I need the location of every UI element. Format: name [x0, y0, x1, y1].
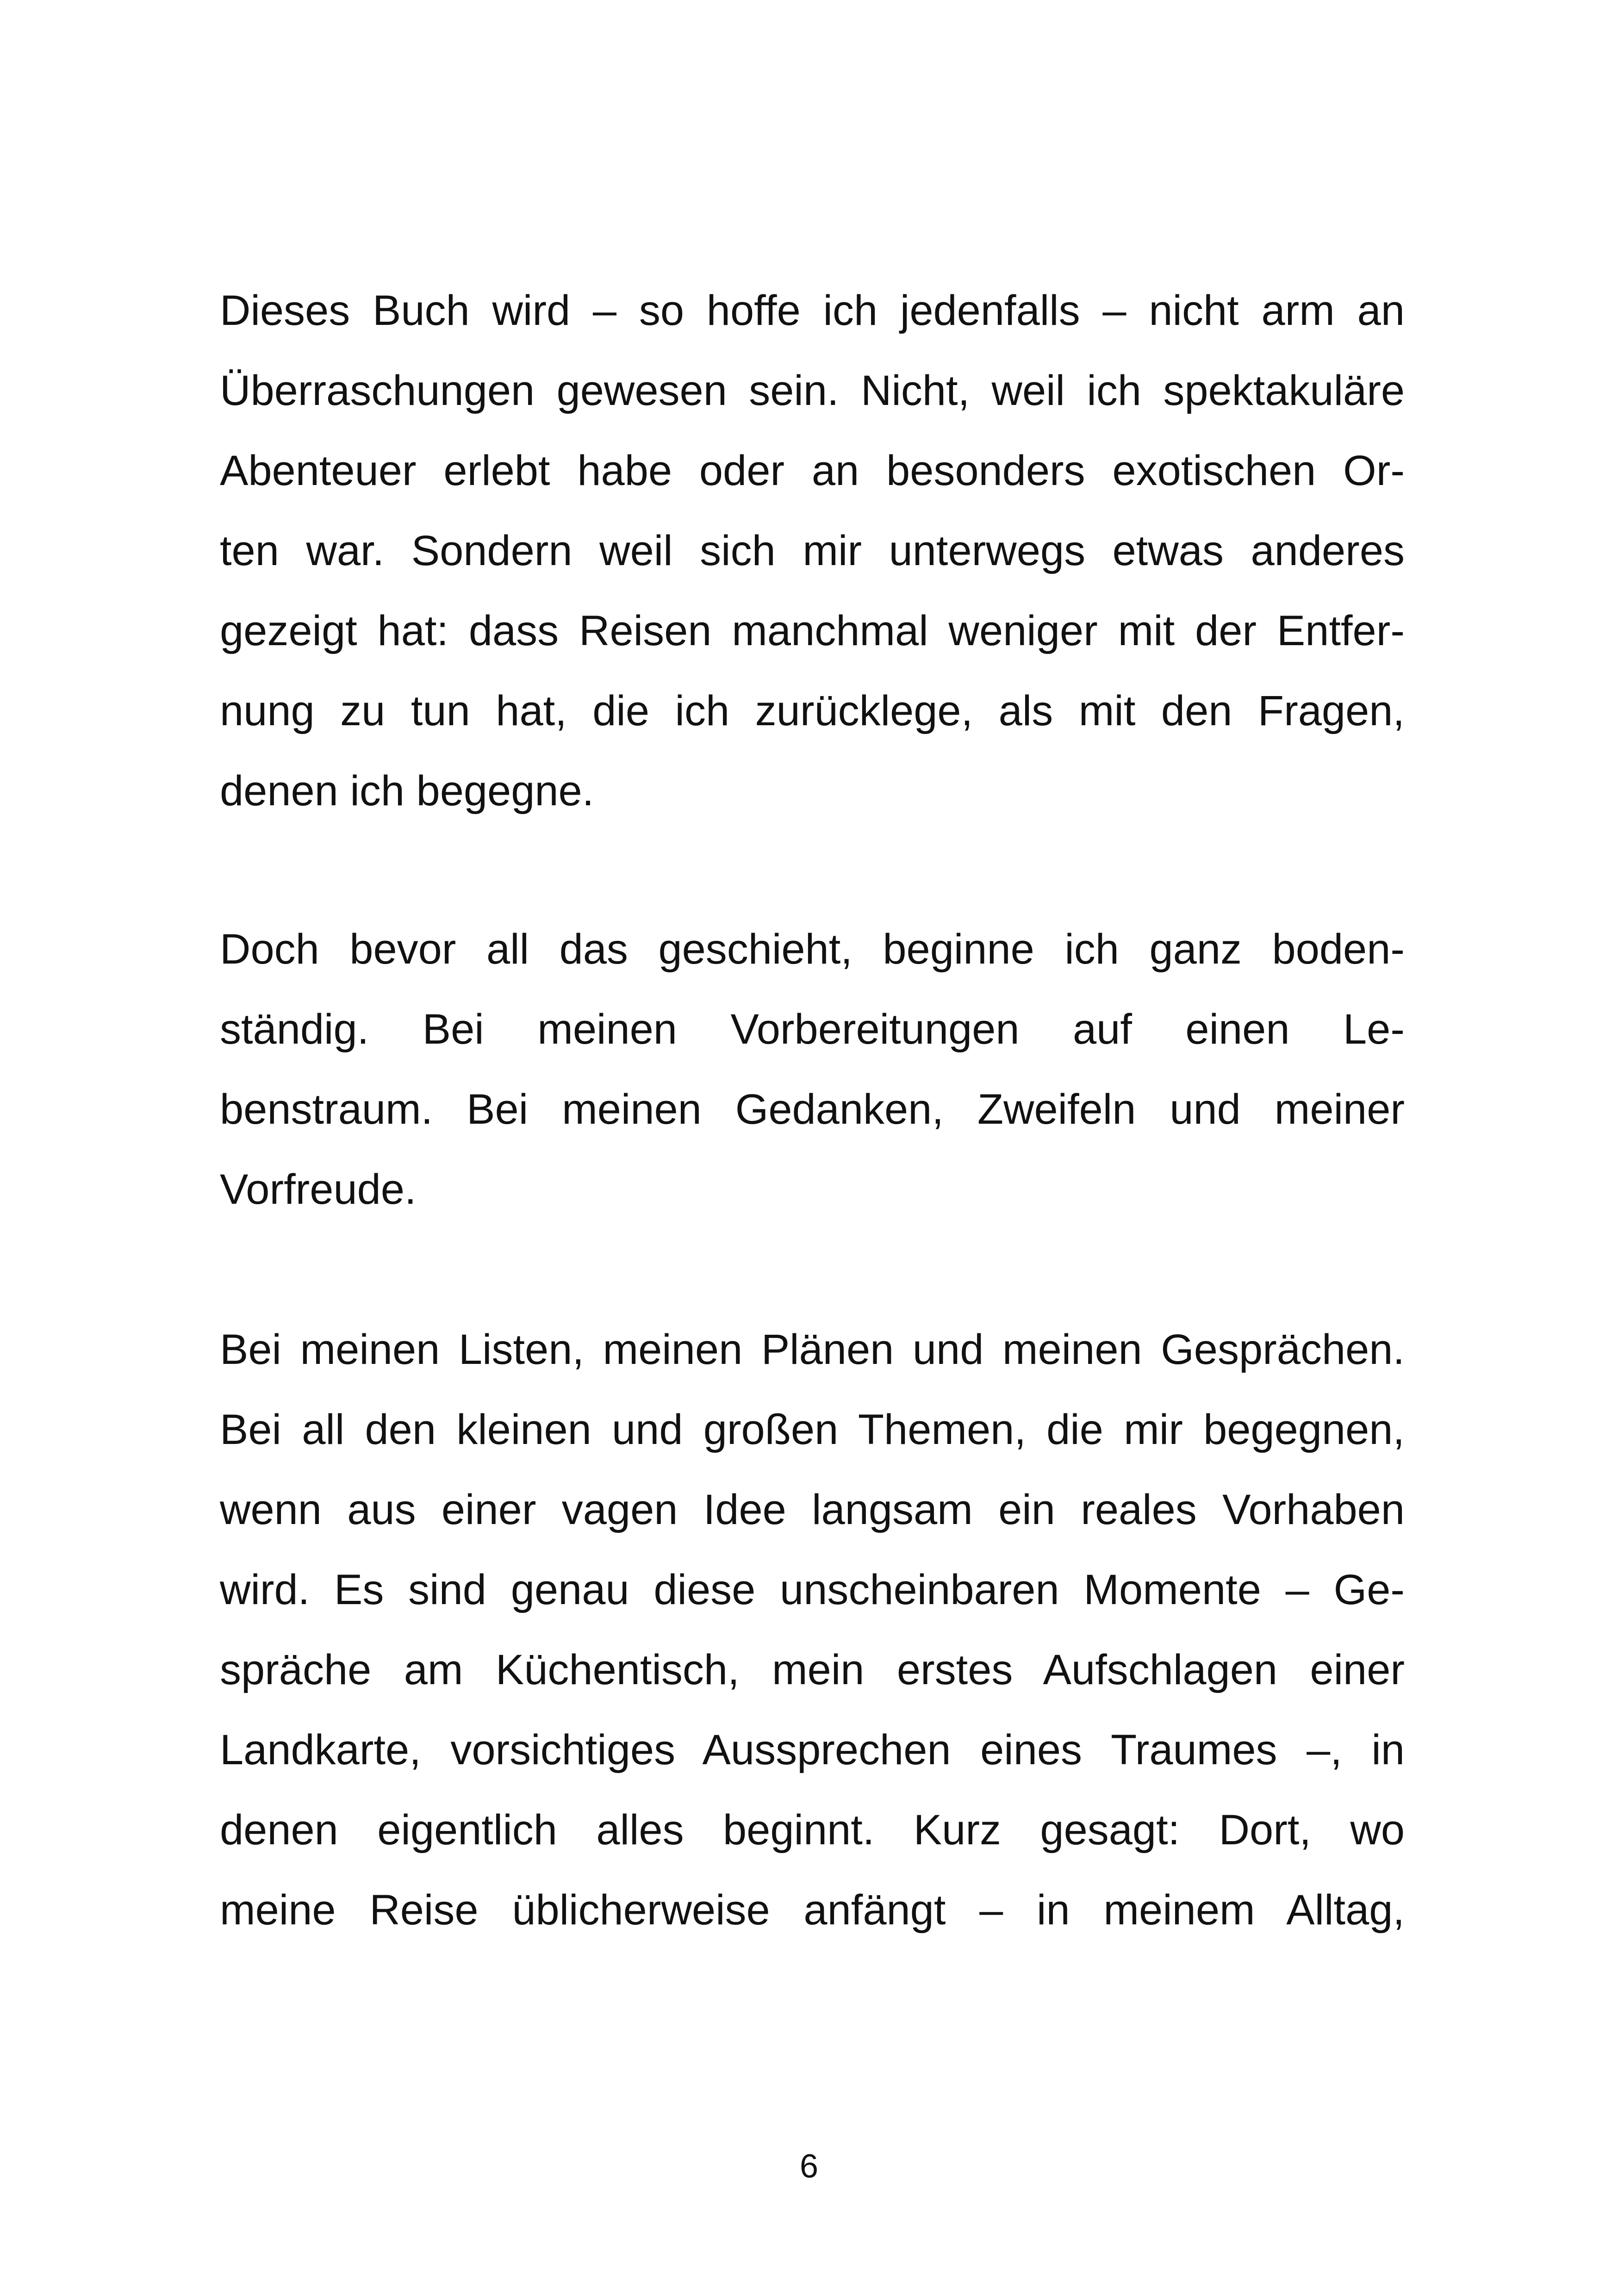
paragraph-2-line: Vorfreude.: [220, 1166, 417, 1213]
paragraph-2-line: benstraum. Bei meinen Gedanken, Zweifeln und meiner: [220, 1086, 1405, 1133]
paragraph-3-line: wird. Es sind genau diese unscheinbaren Momente – Ge-: [220, 1566, 1405, 1613]
paragraph-2-line: Doch bevor all das geschieht, beginne ich ganz boden-: [220, 926, 1405, 973]
page-number: 6: [799, 2148, 819, 2185]
paragraph-1-line: denen ich begegne.: [220, 767, 594, 815]
paragraph-3-line: wenn aus einer vagen Idee langsam ein reales Vorhaben: [220, 1486, 1405, 1533]
paragraph-1-line: Überraschungen gewesen sein. Nicht, weil ich spektakuläre: [220, 367, 1405, 414]
paragraph-3-line: denen eigentlich alles beginnt. Kurz gesagt: Dort, wo: [220, 1806, 1405, 1854]
paragraph-3-line: Bei meinen Listen, meinen Plänen und meinen Gesprächen.: [220, 1326, 1405, 1373]
paragraph-1: [220, 271, 1405, 831]
paragraph-3-line: meine Reise üblicherweise anfängt – in meinem Alltag,: [220, 1886, 1405, 1934]
paragraph-3-line: Landkarte, vorsichtiges Aussprechen eines Traumes –, in: [220, 1726, 1405, 1773]
paragraph-2: [220, 909, 1405, 1230]
paragraph-1-line: gezeigt hat: dass Reisen manchmal weniger mit der Entfer-: [220, 607, 1405, 654]
paragraph-3-line: spräche am Küchentisch, mein erstes Aufschlagen einer: [220, 1646, 1405, 1693]
paragraph-2-line: ständig. Bei meinen Vorbereitungen auf einen Le-: [220, 1006, 1405, 1053]
paragraph-3: [220, 1310, 1405, 1950]
paragraph-1-line: ten war. Sondern weil sich mir unterwegs etwas anderes: [220, 527, 1405, 574]
paragraph-1-line: nung zu tun hat, die ich zurücklege, als mit den Fragen,: [220, 687, 1405, 734]
paragraph-1-line: Abenteuer erlebt habe oder an besonders exotischen Or-: [220, 447, 1405, 494]
paragraph-3-line: Bei all den kleinen und großen Themen, die mir begegnen,: [220, 1406, 1405, 1453]
paragraph-1-line: Dieses Buch wird – so hoffe ich jedenfalls – nicht arm an: [220, 287, 1405, 334]
